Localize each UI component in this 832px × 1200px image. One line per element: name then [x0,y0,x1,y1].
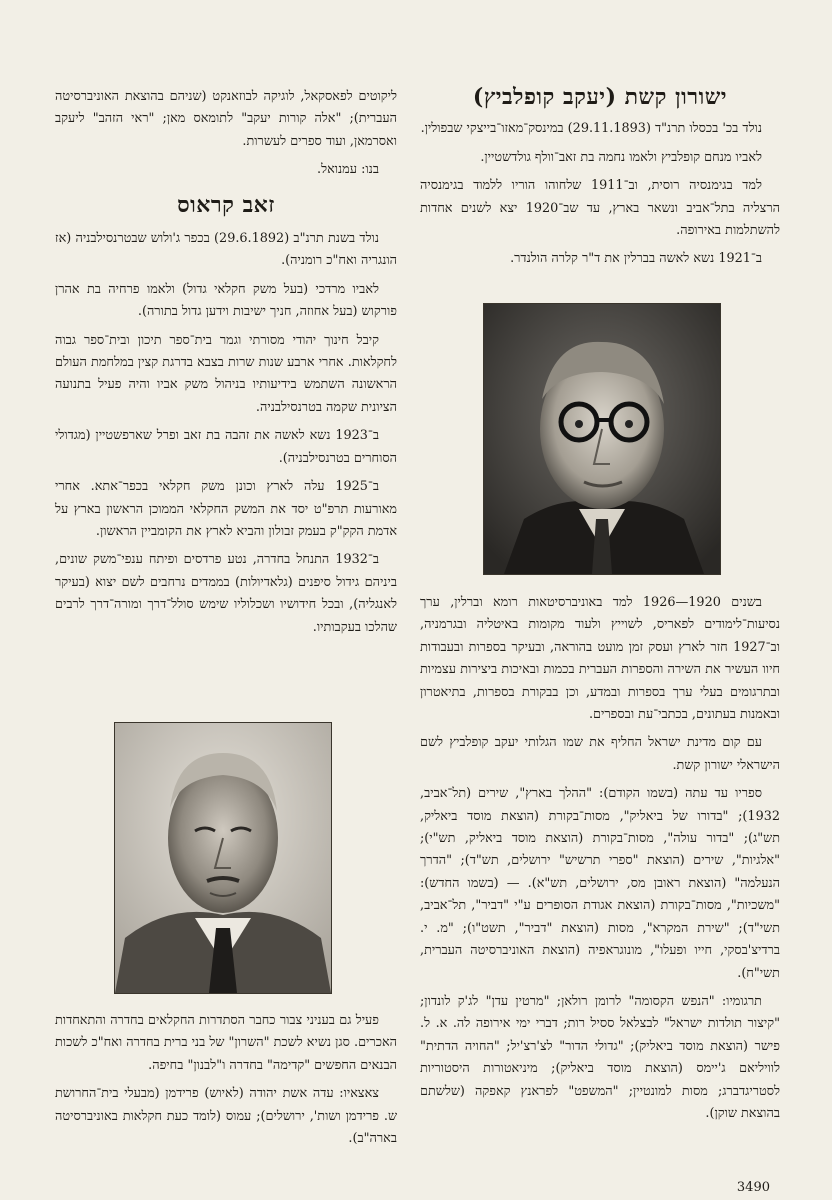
kraus-public-paragraph: פעיל גם בעניני צבור כחבר הסתדרות החקלאים בחדרה והתאחדות האכרים. סגן נשיא לשכת "השרון" של בני ברית בחדרה ואח"כ לשכות הבנאים החפשים "קדימה" בחדרה ו"לבנון" בחיפה. [55,1013,397,1073]
continued-translations-paragraph: ליקוטים לפאסקאל, לוגיקה לבוזאנקט (שניהם בהוצאת האוניברסיטה העברית); "אלה קורות יעקב" לתומאס מאן; "ראי הזהב" ליעקב ואסרמאן, ועוד ספרים לעשרות. [55,89,397,149]
kraus-parents-paragraph: לאביו מרדכי (בעל משק חקלאי גדול) ולאמו פרחיה בת אהרן פורקוש (בעל אחוזה, חניך ישיבות וידען גדול בתורה). [55,281,397,320]
right-column-top [420,86,780,277]
portrait-kraus-photo [114,722,332,994]
page-number: 3490 [736,1180,770,1195]
portrait-glasses-image [484,304,720,574]
entry-title-kraus: זאב קראוס [177,191,275,218]
name-change-paragraph: עם קום מדינת ישראל החליף את שמו הגלותי יעקב קופלביץ לשם הישראלי ישורון קשת. [420,735,780,773]
studies-paragraph: בשנים 1920—1926 למד באוניברסיטאות רומא וברלין, ערך נסיעות־לימודים לפאריס, לשוייץ ולעוד מקומות באיטליה ובגרמניה, וב־1927 חזר לארץ ועסק זמן מועט בהוראה, ובעיקר בספרות ובעבודות חיוו העשיר את השירה והספרות העברית בכמות ובאיכות ביצירות עצמיות ובתרגומים בעלי ערך בספרות ובמדע, וכן בבקורת בספרות, בתיאטרון ובאמנות בעתונים, בכתבי־עת ובספרים. [420,595,780,723]
kraus-marriage-paragraph: ב־1923 נשא לאשה את זהבה בת זאב ופרל שארפשטיין (מגדולי הסוחרים בטרנסילבניה). [55,428,397,466]
right-column-bottom [420,592,780,1131]
left-column-bottom [55,1010,397,1156]
education-paragraph: למד בגימנסיה רוסית, וב־1911 שלחוהו הוריו ללמוד בגימנסיה הרצליה בתל־אביב ונשאר בארץ, עד שב־1920 יצא לשנים אחדות להשתלמות באירופה. [420,178,780,239]
entry-title-keshet: ישורון קשת (יעקב קופלביץ) [472,84,728,110]
portrait-keshet-photo [483,303,721,575]
books-paragraph: ספריו עד עתה (בשמו הקודם): "ההלך בארץ", שירים (תל־אביב, 1932); "בדורו של ביאליק", מסות־בקורת (הוצאת מוסד ביאליק, תש"ג); "בדור עולה", מסות־בקורת (הוצאת מוסד ביאליק, תש"י); "אלגיות", שירים (הוצאת "ספרי תרשיש" ירושלים, תש"ד); "הדרך הנעלמה" (הוצאת ראובן מס, ירושלים, תש"א). — (בשמו החדש): "משכיות", מסות־בקורת (הוצאת אגודת הסופרים ע"י "דביר", תל־אביב, תשי"ד); "שירת המקרא", מסות (הוצאת "דביר", תשט"ו); "מ. י. ברדיצ'בסקי, חייו ופעלו", מונוגראפיה (הוצאת האוניברסיטה העברית, תשי"ח). [420,786,780,981]
portrait-tie-image [115,723,331,993]
marriage-paragraph: ב־1921 נשא לאשה בברלין את ד"ר קלרה הולנדר. [510,251,762,267]
kraus-hadera-paragraph: ב־1932 התנחל בחדרה, נטע פרדסים ופיתח ענפי־משק שונים, ביניהם גידול סיפנים (גלאדיולות) בממדים נרחבים לשם יצוא (בעיקר לאנגליה), ובכל חידושיו ושכלוליו שימש סולל־דרך ומורה־דרך לרבים שהלכו בעקבותיו. [55,552,397,635]
kraus-education-paragraph: קיבל חינוך יהודי מסורתי וגמר בית־ספר תיכון ובית־ספר גבוה לחקלאות. אחרי ארבע שנות שרות בצבא בדרגת קצין במלחמת העולם הראשונה השתמש בידיעותיו בניהול משק אביו והיה פעיל בתנועה הציונית שקמה בטרנסילבניה. [55,332,397,415]
left-column-top [55,86,397,645]
children-keshet: בנו: עמנואל. [317,162,379,178]
parents-paragraph: לאביו מנחם קופלביץ ולאמו נחמה בת זאב־וולף גולדשטיין. [480,149,762,165]
translations-paragraph: תרגומיו: "הנפש הקסומה" לרומן רולאן; "מרטין עדן" לג'ק לונדון; "קיצור תולדות ישראל" לבצלאל ססיל רות; דברי ימי אירופה לה. א. ל. פישר (הוצאת מוסד ביאליק); "גדולי הדור" לצ'רצ'יל; "החויה הדתית" לוויליאם ג'יימס (הוצאת מוסד ביאליק); מיניאטורות היסטוריות לסטריגדברג; מסות למונטיין; "המשפט" לפראנץ קאפקה (שלשתם בהוצאת שוקן). [420,993,780,1121]
kraus-children-paragraph: צאצאיו: עדה אשת יהודה (לאיוש) פרידמן (מבעלי בית־החרושת ש. פרידמן ושות', ירושלים); עמוס (לומד כעת חקלאות באוניברסיטה בארה"ב). [55,1086,397,1147]
birth-paragraph: נולד בכ' בכסלו תרנ"ד (29.11.1893) במינסק־מאזו־בייצקי שבפולין. [420,121,762,137]
kraus-aliyah-paragraph: ב־1925 עלה לארץ וכונן משק חקלאי בכפר־אתא. אחרי מאורעות תרפ"ט יסד את המשק החקלאי הממוכן הראשון בארץ על אדמת הקק"ק בעמק זבולון והביא לארץ את הקומביין הראשון. [55,479,397,539]
kraus-birth-paragraph: נולד בשנת תרנ"ב (29.6.1892) בכפר ג'ולוש שבטרנסילבניה (אז הונגריה ואח"כ רומניה). [55,231,397,269]
